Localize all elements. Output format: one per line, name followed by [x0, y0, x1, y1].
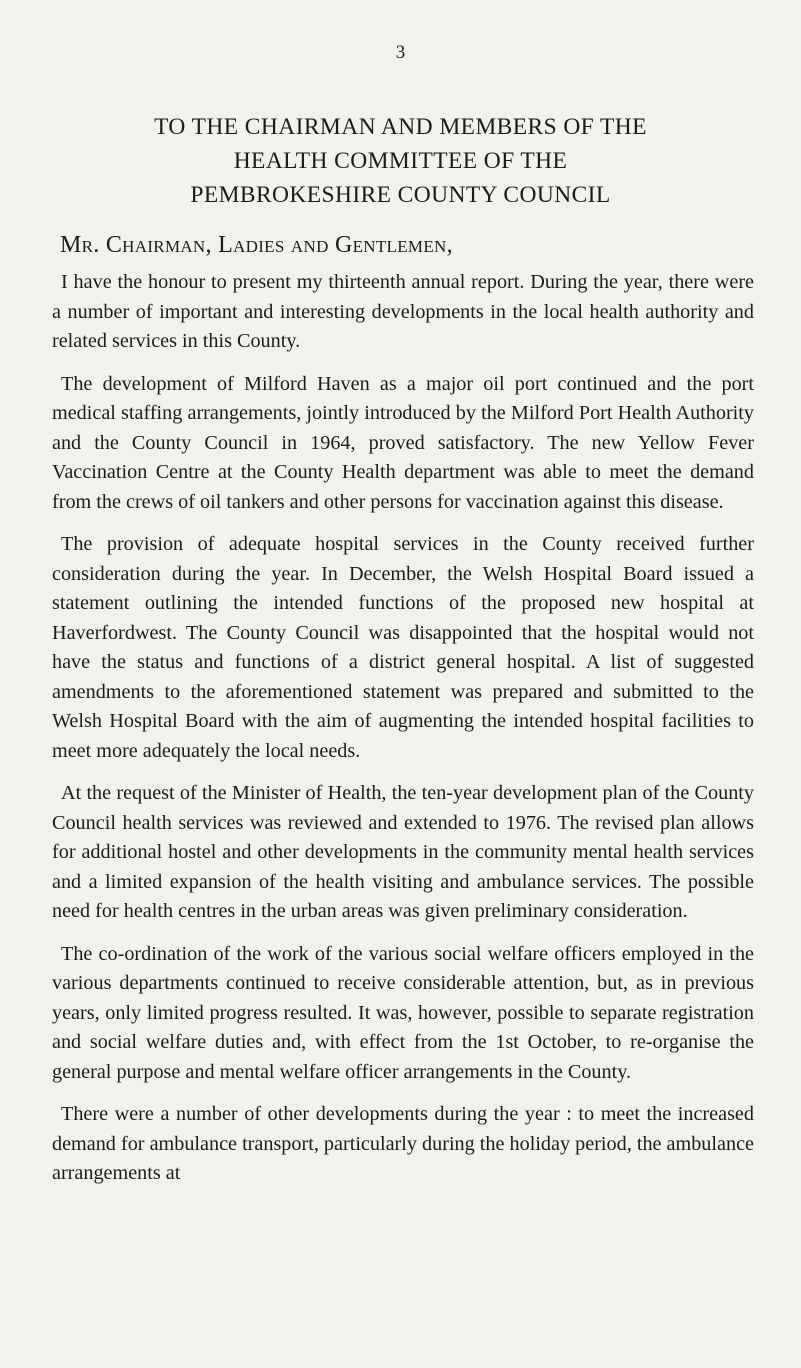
paragraph-social-welfare: The co-ordination of the work of the various social welfare officers employed in the various departments continued to receive considerable attention, but, as in previous years, only limited progress resulted. It was, however, possible to separate registration and social welfare duties and, with effect from the 1st October, to re-organise the general purpose and mental welfare officer arrangements in the County.	[52, 942, 754, 1083]
paragraph-development-plan: At the request of the Minister of Health, the ten-year development plan of the County Council health services was reviewed and extended to 1976. The revised plan allows for additional hostel and other developments in the community mental health services and a limited expansion of the health visiting and ambulance services. The possible need for health centres in the urban areas was given preliminary consideration.	[52, 782, 754, 922]
page-number: 3	[395, 42, 406, 63]
paragraph-introduction: I have the honour to present my thirteenth annual report. During the year, there were a number of important and interesting developments in the local health authority and related services in this County.	[52, 271, 754, 352]
heading-line-1: TO THE CHAIRMAN AND MEMBERS OF THE	[154, 114, 647, 140]
report-body	[52, 268, 754, 1202]
heading-line-2: HEALTH COMMITTEE OF THE	[233, 148, 568, 174]
paragraph-milford-haven: The development of Milford Haven as a major oil port continued and the port medical staffing arrangements, jointly introduced by the Milford Port Health Authority and the County Council in 1964, proved satisfactory. The new Yellow Fever Vaccination Centre at the County Health department was able to meet the demand from the crews of oil tankers and other persons for vaccination against this disease.	[52, 372, 754, 513]
heading-line-3: PEMBROKESHIRE COUNTY COUNCIL	[190, 182, 611, 208]
report-heading	[0, 110, 801, 212]
paragraph-hospital-services: The provision of adequate hospital services in the County received further consideration during the year. In December, the Welsh Hospital Board issued a statement outlining the intended functions of the proposed new hospital at Haverfordwest. The County Council was disappointed that the hospital would not have the status and functions of a district general hospital. A list of suggested amendments to the aforementioned statement was prepared and submitted to the Welsh Hospital Board with the aim of augmenting the intended hospital facilities to meet more adequately the local needs.	[52, 533, 754, 762]
salutation: Mr. Chairman, Ladies and Gentlemen,	[60, 232, 453, 258]
paragraph-other-developments: There were a number of other developments during the year : to meet the increased demand for ambulance transport, particularly during the holiday period, the ambulance arrangements at	[52, 1103, 754, 1184]
